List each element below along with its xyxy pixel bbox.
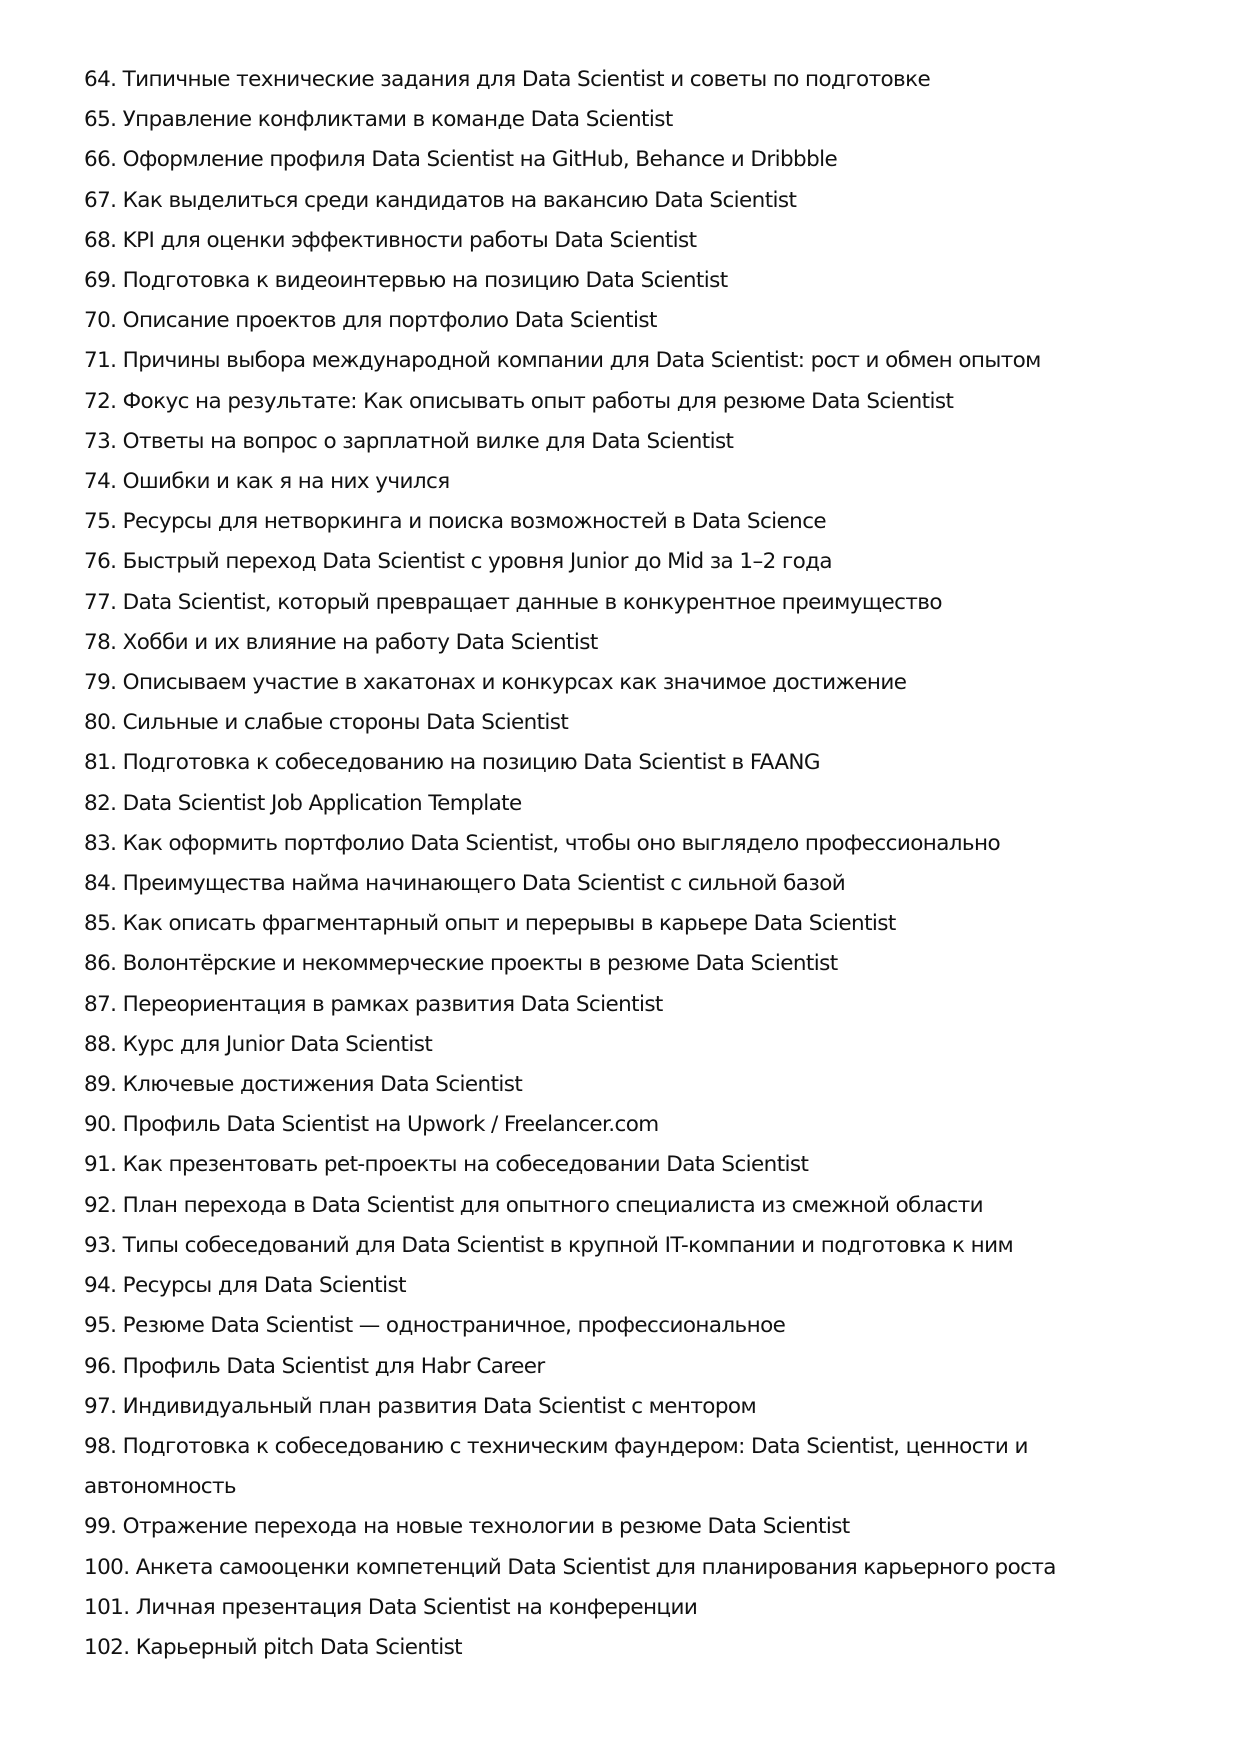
list-item: 80. Сильные и слабые стороны Data Scientist — [84, 710, 569, 736]
list-item: 81. Подготовка к собеседованию на позицию Data Scientist в FAANG — [84, 750, 820, 776]
topic-list — [84, 60, 1164, 1668]
list-item: 93. Типы собеседований для Data Scientist в крупной IT-компании и подготовка к ним — [84, 1232, 1014, 1258]
list-item: 102. Карьерный pitch Data Scientist — [84, 1634, 463, 1660]
list-item: 91. Как презентовать pet-проекты на собеседовании Data Scientist — [84, 1152, 809, 1178]
list-item: 95. Резюме Data Scientist — одностраничное, профессиональное — [84, 1313, 786, 1339]
list-item: 88. Курс для Junior Data Scientist — [84, 1031, 433, 1057]
list-item: 79. Описываем участие в хакатонах и конкурсах как значимое достижение — [84, 670, 907, 696]
list-item: 77. Data Scientist, который превращает данные в конкурентное преимущество — [84, 589, 942, 615]
list-item: 73. Ответы на вопрос о зарплатной вилке для Data Scientist — [84, 428, 734, 454]
list-item: 74. Ошибки и как я на них учился — [84, 469, 450, 495]
list-item: 90. Профиль Data Scientist на Upwork / Freelancer.com — [84, 1112, 659, 1138]
list-item: 82. Data Scientist Job Application Template — [84, 790, 522, 816]
list-item: 101. Личная презентация Data Scientist на конференции — [84, 1594, 698, 1620]
list-item: 67. Как выделиться среди кандидатов на вакансию Data Scientist — [84, 187, 797, 213]
list-item: 96. Профиль Data Scientist для Habr Career — [84, 1353, 545, 1379]
list-item: 64. Типичные технические задания для Data Scientist и советы по подготовке — [84, 67, 931, 92]
list-item: 68. KPI для оценки эффективности работы Data Scientist — [84, 227, 697, 253]
list-item: 75. Ресурсы для нетворкинга и поиска возможностей в Data Science — [84, 509, 827, 535]
list-item: 65. Управление конфликтами в команде Data Scientist — [84, 107, 673, 133]
list-item: 86. Волонтёрские и некоммерческие проекты в резюме Data Scientist — [84, 951, 838, 977]
list-item: 94. Ресурсы для Data Scientist — [84, 1273, 406, 1299]
list-item: 76. Быстрый переход Data Scientist с уровня Junior до Mid за 1–2 года — [84, 549, 833, 575]
list-item: 98. Подготовка к собеседованию с техническим фаундером: Data Scientist, ценности и автономность — [84, 1433, 1028, 1500]
document-page — [84, 60, 1164, 1668]
list-item: 85. Как описать фрагментарный опыт и перерывы в карьере Data Scientist — [84, 911, 896, 937]
list-item: 92. План перехода в Data Scientist для опытного специалиста из смежной области — [84, 1192, 984, 1218]
list-item: 69. Подготовка к видеоинтервью на позицию Data Scientist — [84, 268, 728, 294]
list-item: 83. Как оформить портфолио Data Scientist, чтобы оно выглядело профессионально — [84, 830, 1001, 856]
list-item: 72. Фокус на результате: Как описывать опыт работы для резюме Data Scientist — [84, 388, 954, 414]
list-item: 97. Индивидуальный план развития Data Scientist с ментором — [84, 1393, 757, 1419]
list-item: 99. Отражение перехода на новые технологии в резюме Data Scientist — [84, 1514, 850, 1540]
list-item: 89. Ключевые достижения Data Scientist — [84, 1072, 523, 1098]
list-item: 70. Описание проектов для портфолио Data Scientist — [84, 308, 657, 334]
list-item: 100. Анкета самооценки компетенций Data Scientist для планирования карьерного роста — [84, 1554, 1056, 1580]
list-item: 84. Преимущества найма начинающего Data Scientist с сильной базой — [84, 871, 846, 897]
list-item: 87. Переориентация в рамках развития Data Scientist — [84, 991, 663, 1017]
list-item: 78. Хобби и их влияние на работу Data Scientist — [84, 629, 598, 655]
list-item: 66. Оформление профиля Data Scientist на GitHub, Behance и Dribbble — [84, 147, 838, 173]
list-item: 71. Причины выбора международной компании для Data Scientist: рост и обмен опытом — [84, 348, 1041, 374]
